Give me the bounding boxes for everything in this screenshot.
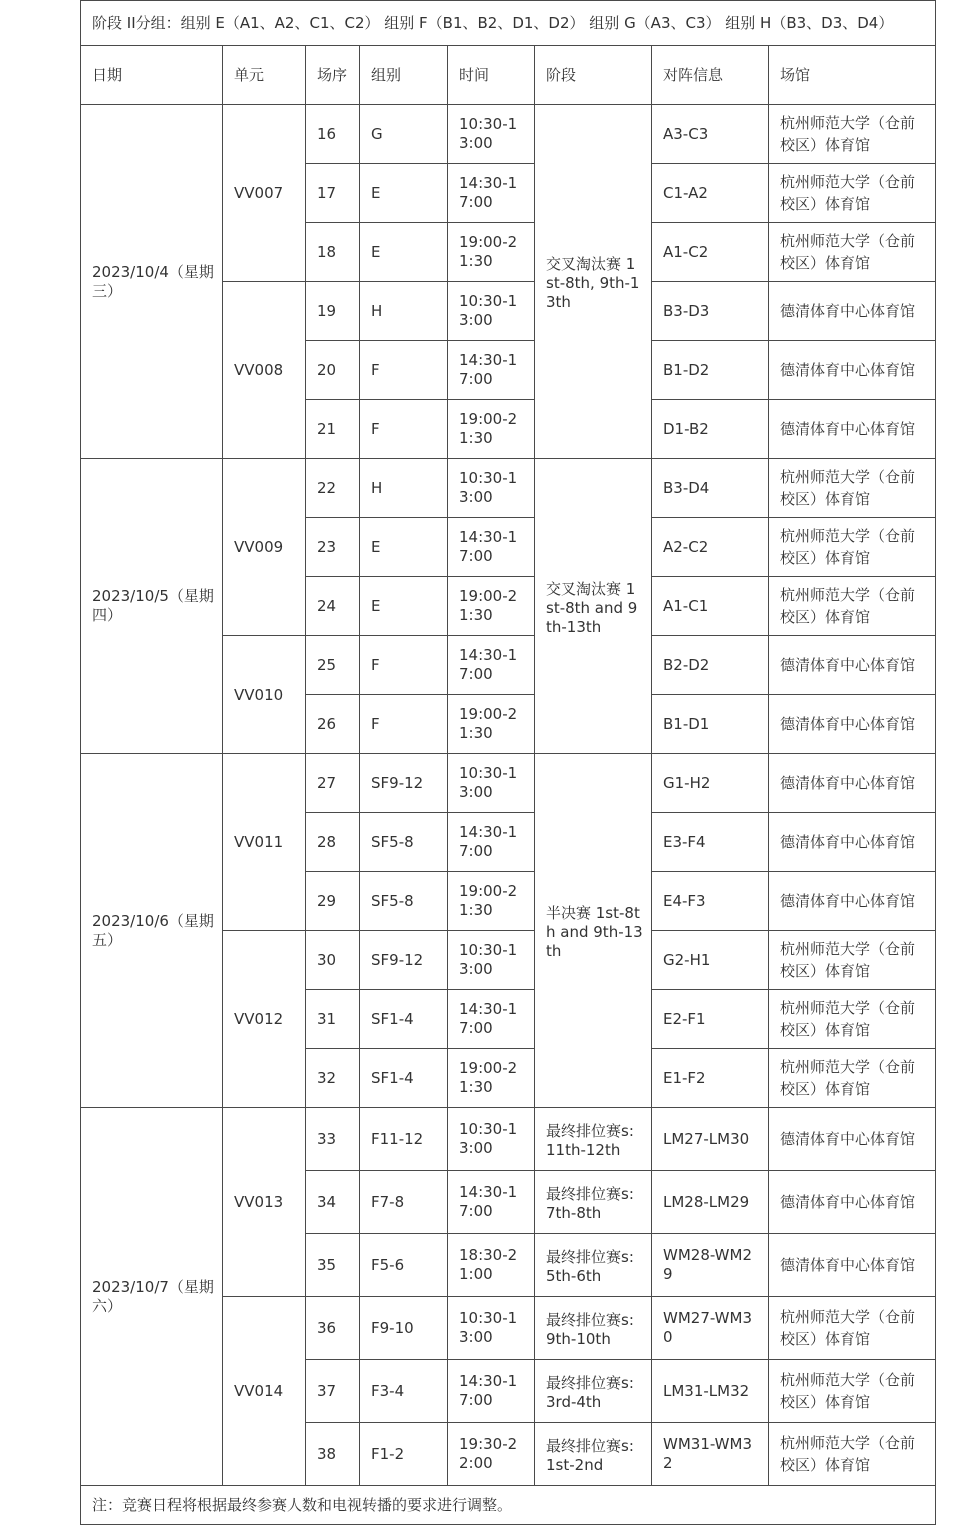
time-cell: 14:30-17:00 [448, 1171, 535, 1234]
match-no-cell: 33 [306, 1108, 360, 1171]
time-cell: 10:30-13:00 [448, 282, 535, 341]
matchup-cell: LM27-LM30 [652, 1108, 769, 1171]
time-cell: 14:30-17:00 [448, 341, 535, 400]
matchup-cell: LM31-LM32 [652, 1360, 769, 1423]
group-cell: F11-12 [360, 1108, 448, 1171]
time-cell: 19:00-21:30 [448, 695, 535, 754]
group-cell: F5-6 [360, 1234, 448, 1297]
venue-cell: 德清体育中心体育馆 [769, 1108, 936, 1171]
table-row [81, 459, 936, 518]
time-cell: 19:00-21:30 [448, 577, 535, 636]
stage-cell: 最终排位赛s:11th-12th [535, 1108, 652, 1171]
stage-cell: 半决赛 1st-8th and 9th-13th [535, 754, 652, 1108]
schedule-table [80, 0, 936, 1525]
time-cell: 14:30-17:00 [448, 990, 535, 1049]
date-cell: 2023/10/6（星期五） [81, 754, 223, 1108]
header-stage: 阶段 [535, 46, 652, 105]
group-cell: SF5-8 [360, 813, 448, 872]
group-cell: E [360, 518, 448, 577]
stage-cell: 交叉淘汰赛 1st-8th and 9th-13th [535, 459, 652, 754]
matchup-cell: A1-C2 [652, 223, 769, 282]
venue-cell: 杭州师范大学（仓前校区）体育馆 [769, 1297, 936, 1360]
venue-cell: 杭州师范大学（仓前校区）体育馆 [769, 1423, 936, 1486]
unit-cell: VV011 [223, 754, 306, 931]
stage-cell: 最终排位赛s:5th-6th [535, 1234, 652, 1297]
match-no-cell: 25 [306, 636, 360, 695]
venue-cell: 杭州师范大学（仓前校区）体育馆 [769, 990, 936, 1049]
stage-cell: 最终排位赛s:1st-2nd [535, 1423, 652, 1486]
match-no-cell: 34 [306, 1171, 360, 1234]
unit-cell: VV014 [223, 1297, 306, 1486]
unit-cell: VV009 [223, 459, 306, 636]
venue-cell: 德清体育中心体育馆 [769, 754, 936, 813]
header-unit: 单元 [223, 46, 306, 105]
match-no-cell: 32 [306, 1049, 360, 1108]
group-cell: E [360, 164, 448, 223]
group-cell: SF1-4 [360, 1049, 448, 1108]
date-cell: 2023/10/7（星期六） [81, 1108, 223, 1486]
unit-cell: VV012 [223, 931, 306, 1108]
schedule-body [81, 1, 936, 1525]
time-cell: 10:30-13:00 [448, 105, 535, 164]
venue-cell: 德清体育中心体育馆 [769, 872, 936, 931]
stage-cell: 交叉淘汰赛 1st-8th, 9th-13th [535, 105, 652, 459]
stage-info: 阶段 II分组：组别 E（A1、A2、C1、C2） 组别 F（B1、B2、D1、D2） 组别 G（A3、C3） 组别 H（B3、D3、D4） [81, 1, 936, 46]
time-cell: 19:00-21:30 [448, 1049, 535, 1108]
group-cell: E [360, 223, 448, 282]
group-cell: F7-8 [360, 1171, 448, 1234]
match-no-cell: 28 [306, 813, 360, 872]
matchup-cell: WM31-WM32 [652, 1423, 769, 1486]
header-matchup: 对阵信息 [652, 46, 769, 105]
unit-cell: VV010 [223, 636, 306, 754]
match-no-cell: 27 [306, 754, 360, 813]
match-no-cell: 24 [306, 577, 360, 636]
match-no-cell: 30 [306, 931, 360, 990]
time-cell: 19:00-21:30 [448, 872, 535, 931]
match-no-cell: 20 [306, 341, 360, 400]
unit-cell: VV008 [223, 282, 306, 459]
unit-cell: VV013 [223, 1108, 306, 1297]
date-cell: 2023/10/4（星期三） [81, 105, 223, 459]
venue-cell: 德清体育中心体育馆 [769, 341, 936, 400]
match-no-cell: 38 [306, 1423, 360, 1486]
venue-cell: 德清体育中心体育馆 [769, 1234, 936, 1297]
matchup-cell: E1-F2 [652, 1049, 769, 1108]
schedule-note: 注：竞赛日程将根据最终参赛人数和电视转播的要求进行调整。 [81, 1486, 936, 1525]
group-cell: F1-2 [360, 1423, 448, 1486]
matchup-cell: D1-B2 [652, 400, 769, 459]
group-cell: H [360, 282, 448, 341]
time-cell: 14:30-17:00 [448, 518, 535, 577]
venue-cell: 杭州师范大学（仓前校区）体育馆 [769, 164, 936, 223]
stage-cell: 最终排位赛s:9th-10th [535, 1297, 652, 1360]
stage-cell: 最终排位赛s:7th-8th [535, 1171, 652, 1234]
matchup-cell: A1-C1 [652, 577, 769, 636]
time-cell: 19:00-21:30 [448, 223, 535, 282]
matchup-cell: E3-F4 [652, 813, 769, 872]
matchup-cell: WM28-WM29 [652, 1234, 769, 1297]
group-cell: F [360, 636, 448, 695]
matchup-cell: A3-C3 [652, 105, 769, 164]
venue-cell: 杭州师范大学（仓前校区）体育馆 [769, 1049, 936, 1108]
match-no-cell: 29 [306, 872, 360, 931]
time-cell: 14:30-17:00 [448, 1360, 535, 1423]
matchup-cell: E4-F3 [652, 872, 769, 931]
header-time: 时间 [448, 46, 535, 105]
match-no-cell: 21 [306, 400, 360, 459]
group-cell: F [360, 400, 448, 459]
venue-cell: 德清体育中心体育馆 [769, 400, 936, 459]
stage-cell: 最终排位赛s:3rd-4th [535, 1360, 652, 1423]
group-cell: SF9-12 [360, 931, 448, 990]
match-no-cell: 31 [306, 990, 360, 1049]
time-cell: 19:30-22:00 [448, 1423, 535, 1486]
time-cell: 10:30-13:00 [448, 459, 535, 518]
header-group: 组别 [360, 46, 448, 105]
header-date: 日期 [81, 46, 223, 105]
venue-cell: 杭州师范大学（仓前校区）体育馆 [769, 1360, 936, 1423]
matchup-cell: G1-H2 [652, 754, 769, 813]
venue-cell: 杭州师范大学（仓前校区）体育馆 [769, 459, 936, 518]
match-no-cell: 23 [306, 518, 360, 577]
group-cell: H [360, 459, 448, 518]
time-cell: 14:30-17:00 [448, 636, 535, 695]
match-no-cell: 35 [306, 1234, 360, 1297]
group-cell: E [360, 577, 448, 636]
match-no-cell: 17 [306, 164, 360, 223]
table-row [81, 754, 936, 813]
date-cell: 2023/10/5（星期四） [81, 459, 223, 754]
matchup-cell: B3-D4 [652, 459, 769, 518]
match-no-cell: 37 [306, 1360, 360, 1423]
matchup-cell: B3-D3 [652, 282, 769, 341]
time-cell: 19:00-21:30 [448, 400, 535, 459]
match-no-cell: 16 [306, 105, 360, 164]
time-cell: 14:30-17:00 [448, 813, 535, 872]
venue-cell: 德清体育中心体育馆 [769, 695, 936, 754]
time-cell: 10:30-13:00 [448, 754, 535, 813]
venue-cell: 杭州师范大学（仓前校区）体育馆 [769, 105, 936, 164]
time-cell: 10:30-13:00 [448, 931, 535, 990]
matchup-cell: A2-C2 [652, 518, 769, 577]
matchup-cell: B1-D2 [652, 341, 769, 400]
matchup-cell: C1-A2 [652, 164, 769, 223]
header-row [81, 46, 936, 105]
table-row [81, 1108, 936, 1171]
venue-cell: 德清体育中心体育馆 [769, 636, 936, 695]
venue-cell: 德清体育中心体育馆 [769, 282, 936, 341]
match-no-cell: 26 [306, 695, 360, 754]
group-cell: G [360, 105, 448, 164]
group-cell: F [360, 695, 448, 754]
table-row [81, 105, 936, 164]
stage-info-row [81, 1, 936, 46]
time-cell: 10:30-13:00 [448, 1297, 535, 1360]
matchup-cell: B1-D1 [652, 695, 769, 754]
unit-cell: VV007 [223, 105, 306, 282]
time-cell: 18:30-21:00 [448, 1234, 535, 1297]
header-venue: 场馆 [769, 46, 936, 105]
group-cell: F3-4 [360, 1360, 448, 1423]
group-cell: SF5-8 [360, 872, 448, 931]
match-no-cell: 36 [306, 1297, 360, 1360]
match-no-cell: 19 [306, 282, 360, 341]
venue-cell: 杭州师范大学（仓前校区）体育馆 [769, 518, 936, 577]
time-cell: 10:30-13:00 [448, 1108, 535, 1171]
venue-cell: 杭州师范大学（仓前校区）体育馆 [769, 223, 936, 282]
note-row [81, 1486, 936, 1525]
match-no-cell: 18 [306, 223, 360, 282]
matchup-cell: E2-F1 [652, 990, 769, 1049]
group-cell: SF9-12 [360, 754, 448, 813]
venue-cell: 杭州师范大学（仓前校区）体育馆 [769, 577, 936, 636]
header-match-no: 场序 [306, 46, 360, 105]
matchup-cell: B2-D2 [652, 636, 769, 695]
group-cell: F [360, 341, 448, 400]
group-cell: F9-10 [360, 1297, 448, 1360]
matchup-cell: LM28-LM29 [652, 1171, 769, 1234]
venue-cell: 德清体育中心体育馆 [769, 813, 936, 872]
matchup-cell: G2-H1 [652, 931, 769, 990]
match-no-cell: 22 [306, 459, 360, 518]
group-cell: SF1-4 [360, 990, 448, 1049]
time-cell: 14:30-17:00 [448, 164, 535, 223]
matchup-cell: WM27-WM30 [652, 1297, 769, 1360]
venue-cell: 德清体育中心体育馆 [769, 1171, 936, 1234]
schedule-frame [80, 0, 935, 1514]
venue-cell: 杭州师范大学（仓前校区）体育馆 [769, 931, 936, 990]
